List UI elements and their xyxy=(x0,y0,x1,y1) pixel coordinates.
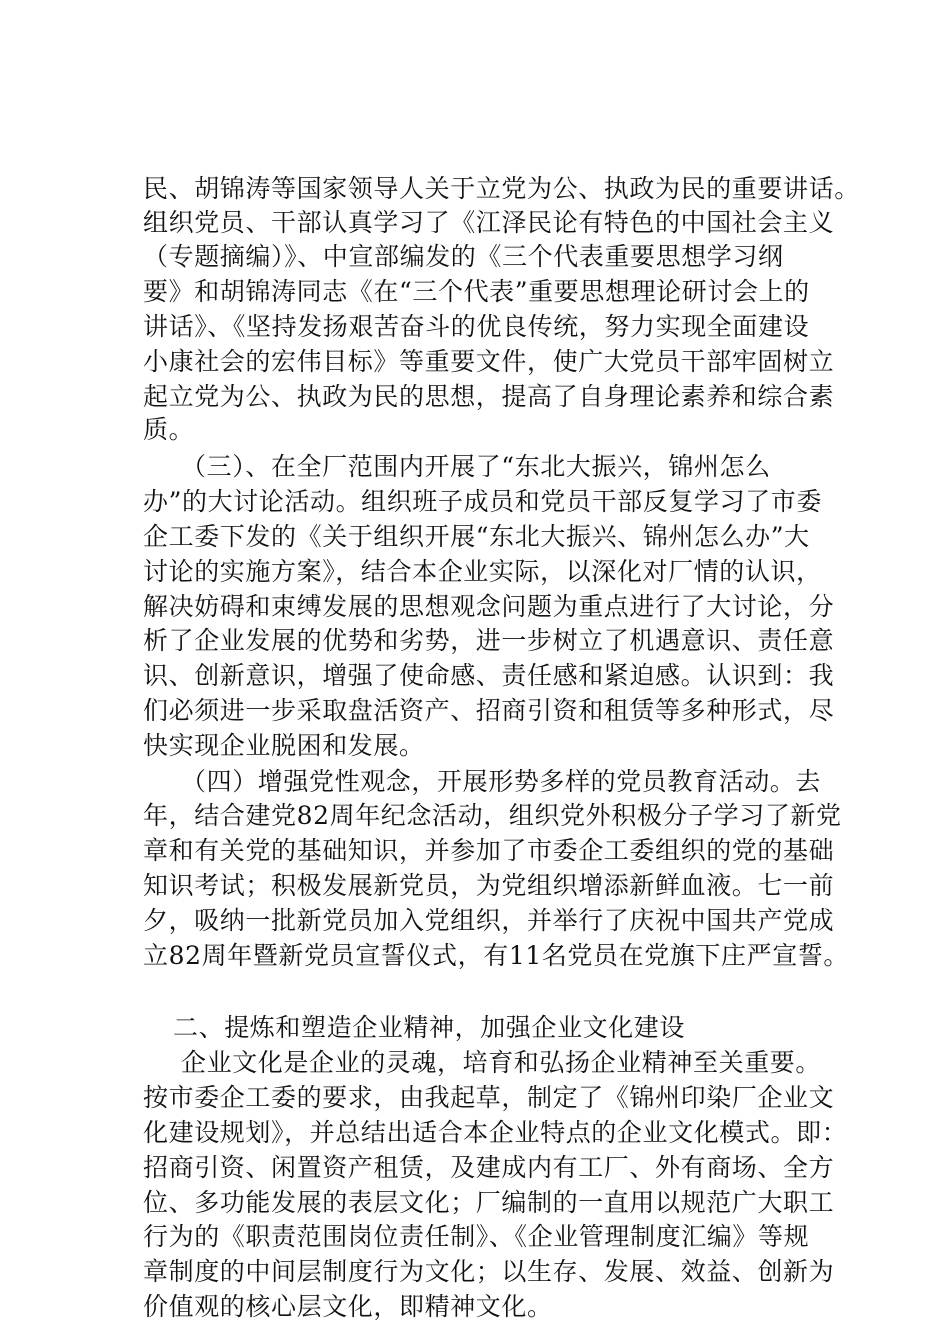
text-line: 夕，吸纳一批新党员加入党组织，并举行了庆祝中国共产党成 xyxy=(143,906,835,935)
text-line: 化建设规划》，并总结出适合本企业特点的企业文化模式。即： xyxy=(143,1118,848,1147)
text-line: 们必须进一步采取盘活资产、招商引资和租赁等多种形式，尽 xyxy=(143,696,835,725)
section-heading: 二、提炼和塑造企业精神，加强企业文化建设 xyxy=(173,1013,686,1042)
text-line: （专题摘编）》、中宣部编发的《三个代表重要思想学习纲 xyxy=(143,242,784,271)
text-line: 讲话》、《坚持发扬艰苦奋斗的优良传统，努力实现全面建设 xyxy=(143,312,810,341)
text-line: 快实现企业脱困和发展。 xyxy=(143,731,425,760)
text-line: 办”的大讨论活动。组织班子成员和党员干部反复学习了市委 xyxy=(143,487,822,516)
text-line: 价值观的核心层文化，即精神文化。 xyxy=(143,1292,553,1321)
text-line: 招商引资、闲置资产租赁，及建成内有工厂、外有商场、全方 xyxy=(143,1153,835,1182)
text-line: 立82周年暨新党员宣誓仪式，有11名党员在党旗下庄严宣誓。 xyxy=(143,941,850,970)
text-line: 位、多功能发展的表层文化；厂编制的一直用以规范广大职工 xyxy=(143,1188,835,1217)
text-line: 解决妨碍和束缚发展的思想观念问题为重点进行了大讨论，分 xyxy=(143,592,835,621)
text-line: 民、胡锦涛等国家领导人关于立党为公、执政为民的重要讲话。 xyxy=(143,174,860,203)
text-line: 讨论的实施方案》，结合本企业实际，以深化对厂情的认识， xyxy=(143,557,822,586)
text-line: 章制度的中间层制度行为文化；以生存、发展、效益、创新为 xyxy=(143,1257,835,1286)
text-line: 章和有关党的基础知识，并参加了市委企工委组织的党的基础 xyxy=(143,836,835,865)
text-line: 企工委下发的《关于组织开展“东北大振兴、锦州怎么办”大 xyxy=(143,522,810,551)
text-line: 析了企业发展的优势和劣势，进一步树立了机遇意识、责任意 xyxy=(143,626,835,655)
text-line: 行为的《职责范围岗位责任制》、《企业管理制度汇编》等规 xyxy=(143,1222,810,1251)
text-line: 按市委企工委的要求，由我起草，制定了《锦州印染厂企业文 xyxy=(143,1083,835,1112)
text-line: 质。 xyxy=(143,415,195,444)
text-line: 组织党员、干部认真学习了《江泽民论有特色的中国社会主义 xyxy=(143,208,835,237)
text-line: 企业文化是企业的灵魂，培育和弘扬企业精神至关重要。 xyxy=(181,1048,822,1077)
text-line: 起立党为公、执政为民的思想，提高了自身理论素养和综合素 xyxy=(143,382,835,411)
text-line: 知识考试；积极发展新党员，为党组织增添新鲜血液。七一前 xyxy=(143,871,835,900)
text-line: 小康社会的宏伟目标》等重要文件，使广大党员干部牢固树立 xyxy=(143,347,835,376)
text-line: 识、创新意识，增强了使命感、责任感和紧迫感。认识到：我 xyxy=(143,661,835,690)
paragraph-heading-4: （四）增强党性观念，开展形势多样的党员教育活动。去 xyxy=(181,767,822,796)
paragraph-heading-3: （三）、在全厂范围内开展了“东北大振兴，锦州怎么 xyxy=(181,452,771,481)
text-line: 要》和胡锦涛同志《在“三个代表”重要思想理论研讨会上的 xyxy=(143,277,810,306)
text-line: 年，结合建党82周年纪念活动，组织党外积极分子学习了新党 xyxy=(143,801,842,830)
